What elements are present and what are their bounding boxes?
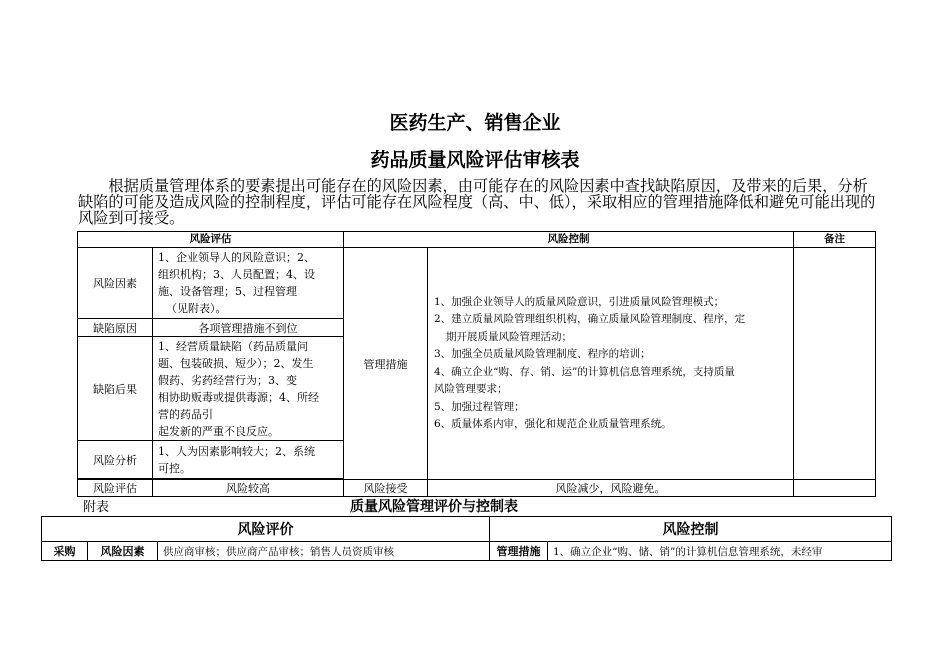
text-line: 1、加强企业领导人的质量风险意识，引进质量风险管理模式； — [434, 295, 725, 308]
defect-cause-text: 各项管理措施不到位 — [153, 319, 344, 337]
text-line: 1、人为因素影响较大；2、系统 — [158, 444, 315, 458]
label-risk-factor: 风险因素 — [78, 248, 153, 319]
appendix-title: 质量风险管理评价与控制表 — [350, 499, 518, 515]
text-line: 施、设备管理；5、过程管理 — [158, 285, 297, 298]
label-risk-evaluation: 风险评估 — [78, 480, 153, 497]
text-line: 可控。 — [158, 461, 191, 475]
document-title: 医药生产、销售企业 — [389, 112, 561, 134]
appendix-header-row — [42, 517, 892, 542]
label-risk-acceptance: 风险接受 — [344, 480, 428, 497]
risk-evaluation-value: 风险较高 — [153, 480, 344, 497]
text-line: （见附表）。 — [166, 302, 227, 315]
text-line: 3、加强全员质量风险管理制度、程序的培训； — [434, 348, 651, 360]
label-management-measures: 管理措施 — [344, 248, 428, 480]
text-line: 起发新的严重不良反应。 — [158, 424, 279, 438]
defect-consequence-text — [153, 337, 344, 441]
label-management-measures: 管理措施 — [490, 542, 548, 561]
intro-text: 根据质量管理体系的要素提出可能存在的风险因素，由可能存在的风险因素中查找缺陷原因，及带来的后果，分析缺陷的可能及造成风险的控制程度，评估可能存在风险程度（高、中、低），采取相应的管理措施降低和避免可能出现的风险到可接受。 — [78, 177, 876, 227]
text-line: 假药、劣药经营行为；3、变 — [158, 373, 297, 387]
risk-factor-text — [153, 248, 344, 319]
document-subtitle: 药品质量风险评估审核表 — [370, 149, 580, 171]
header-control: 风险控制 — [344, 232, 794, 248]
intro-paragraph — [78, 178, 878, 226]
text-line: 4、确立企业“购、存、销、运”的计算机信息管理系统，支持质量 — [434, 365, 735, 378]
table-row — [78, 480, 876, 497]
text-line: 题、包装破损、短少）；2、发生 — [158, 356, 314, 370]
remark-cell — [794, 248, 876, 480]
table-header-row — [78, 232, 876, 248]
category-cell: 采购 — [42, 542, 88, 561]
header-risk-control: 风险控制 — [490, 517, 892, 542]
table-row — [78, 248, 876, 319]
appendix-table — [41, 516, 892, 561]
text-line: 组织机构；3、人员配置；4、设 — [158, 268, 315, 281]
appendix-label: 附表 — [83, 500, 110, 515]
header-risk-evaluation: 风险评价 — [42, 517, 490, 542]
text-line: 相协助贩毒或提供毒源；4、所经 — [158, 390, 319, 404]
risk-factor-text: 供应商审核；供应商产品审核；销售人员资质审核 — [158, 542, 490, 561]
header-assessment: 风险评估 — [78, 232, 344, 248]
text-line: 1、经营质量缺陷（药品质量问 — [158, 339, 308, 353]
label-risk-factor: 风险因素 — [88, 542, 158, 561]
management-measures-text: 1、确立企业“购、储、销”的计算机信息管理系统，未经审 — [548, 542, 892, 561]
text-line: 风险管理要求； — [434, 383, 508, 395]
table-row — [42, 542, 892, 561]
risk-acceptance-value: 风险减少，风险避免。 — [428, 480, 794, 497]
label-risk-analysis: 风险分析 — [78, 441, 153, 479]
risk-assessment-table — [77, 231, 876, 497]
header-remark: 备注 — [794, 232, 876, 248]
text-line: 营的药品引 — [158, 407, 213, 421]
text-line: 6、质量体系内审，强化和规范企业质量管理系统。 — [434, 418, 672, 430]
remark-cell — [794, 480, 876, 497]
risk-analysis-text — [153, 441, 344, 479]
text-line: 期开展质量风险管理活动； — [446, 330, 572, 343]
label-defect-consequence: 缺陷后果 — [78, 337, 153, 441]
label-defect-cause: 缺陷原因 — [78, 319, 153, 337]
text-line: 5、加强过程管理； — [434, 400, 525, 413]
management-measures-text — [428, 248, 794, 480]
text-line: 2、建立质量风险管理组织机构，确立质量风险管理制度、程序，定 — [434, 313, 746, 325]
text-line: 1、企业领导人的风险意识；2、 — [158, 251, 315, 264]
